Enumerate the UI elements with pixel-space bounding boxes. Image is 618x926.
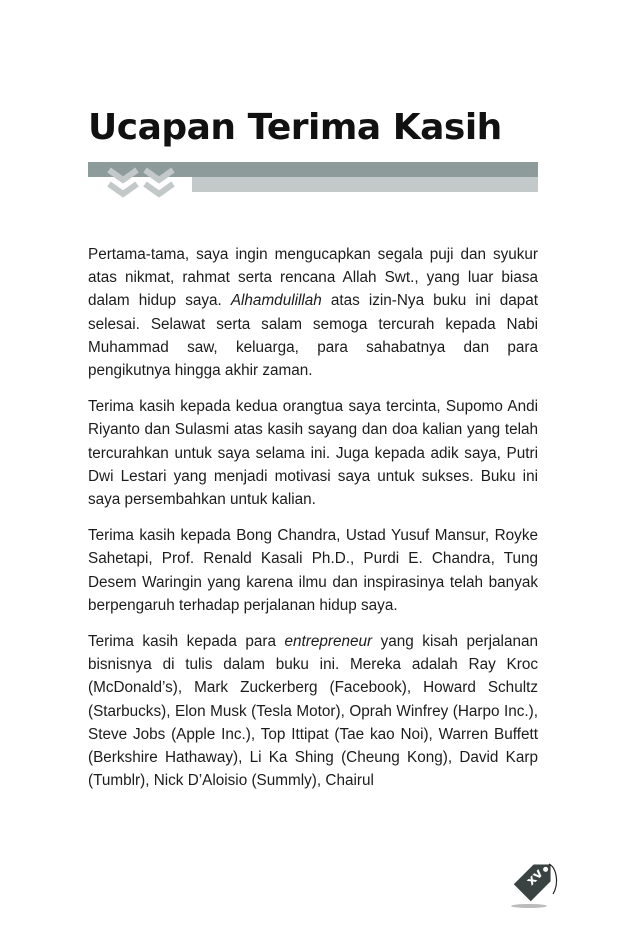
page-title: Ucapan Terima Kasih <box>88 107 502 148</box>
paragraph <box>88 243 538 382</box>
italic-text: entrepreneur <box>284 633 373 651</box>
italic-text: Alhamdulillah <box>230 292 322 310</box>
header-rule-light <box>192 177 538 192</box>
edge-print-mark <box>598 870 608 920</box>
double-chevron-down-icon <box>105 164 185 204</box>
text-run: Pertama-tama, saya ingin mengucapkan segala puji dan syukur atas nikmat, rahmat serta rencana Allah Swt., yang luar biasa dalam hidup saya. <box>88 246 538 310</box>
paragraph <box>88 395 538 511</box>
chevron-down-icon <box>145 170 173 180</box>
paragraph <box>88 630 538 792</box>
text-run: Terima kasih kepada Bong Chandra, Ustad Yusuf Mansur, Royke Sahetapi, Prof. Renald Kasali Ph.D., Purdi E. Chandra, Tung Desem Waringin yang karena ilmu dan inspirasinya telah banyak berpengaruh terhadap perjalanan hidup saya. <box>88 527 538 614</box>
text-run: yang kisah perjalanan bisnisnya di tulis dalam buku ini. Mereka adalah Ray Kroc (McDonald’s), Mark Zuckerberg (Facebook), Howard Schultz (Starbucks), Elon Musk (Tesla Motor), Oprah Winfrey (Harpo Inc.), Steve Jobs (Apple Inc.), Top Ittipat (Tae kao Noi), Warren Buffett (Berkshire Hathaway), Li Ka Shing (Cheung Kong), David Karp (Tumblr), Nick D’Aloisio (Summly), Chairul <box>88 633 538 790</box>
chevron-down-icon <box>109 170 137 180</box>
text-run: atas izin-Nya buku ini dapat selesai. Selawat serta salam semoga tercurah kepada Nabi Muhammad saw, keluarga, para sahabatnya dan para pengikutnya hingga akhir zaman. <box>88 292 539 380</box>
text-run: Terima kasih kepada kedua orangtua saya tercinta, Supomo Andi Riyanto dan Sulasmi atas kasih sayang dan doa kalian yang telah tercurahkan untuk saya selama ini. Juga kepada adik saya, Putri Dwi Lestari yang menjadi motivasi saya untuk sukses. Buku ini saya persembahkan untuk kalian. <box>88 398 538 509</box>
chevron-down-icon <box>109 184 137 194</box>
page-number: xv <box>523 866 547 889</box>
text-run: Terima kasih kepada para <box>88 633 285 651</box>
chevron-down-icon <box>145 184 173 194</box>
body-text <box>88 243 538 805</box>
paragraph <box>88 524 538 617</box>
